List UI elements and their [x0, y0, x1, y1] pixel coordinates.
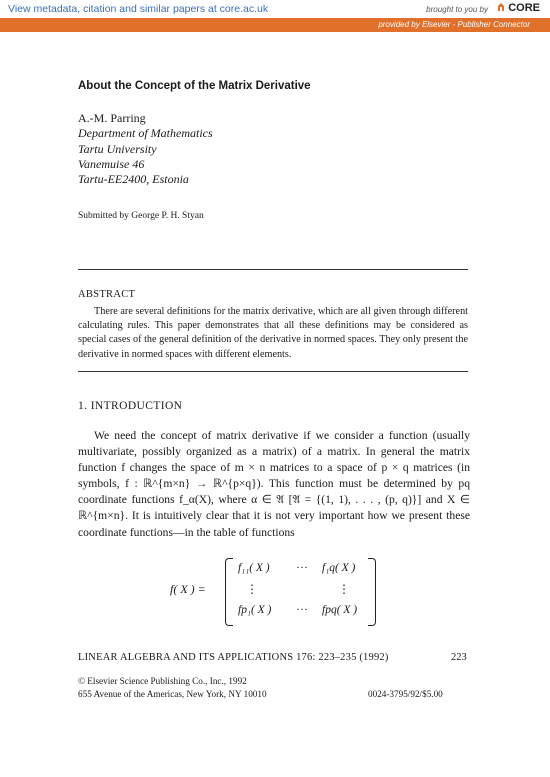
- matrix-dots: ···: [296, 602, 308, 616]
- matrix-dots: ⋮: [246, 582, 258, 596]
- brought-by-text: brought to you by: [426, 5, 488, 14]
- submitted-by: Submitted by George P. H. Styan: [78, 211, 204, 221]
- affiliation-line: Vanemuise 46: [78, 157, 145, 171]
- matrix-dots: ⋮: [338, 582, 350, 596]
- affiliation-line: Tartu University: [78, 142, 157, 156]
- publisher-address: 655 Avenue of the Americas, New York, NY 10010: [78, 689, 267, 699]
- author-name: A.-M. Parring: [78, 111, 146, 125]
- core-banner: [0, 0, 550, 18]
- journal-line: LINEAR ALGEBRA AND ITS APPLICATIONS 176: 223–235 (1992): [78, 652, 389, 663]
- copyright: © Elsevier Science Publishing Co., Inc., 1992: [78, 676, 247, 686]
- affiliation-line: Tartu-EE2400, Estonia: [78, 172, 189, 186]
- matrix-cell: fpq( X ): [322, 604, 358, 616]
- equation-lhs: f( X ) =: [170, 582, 206, 596]
- core-logo[interactable]: [496, 1, 540, 14]
- matrix-cell: f₁₁( X ): [238, 562, 270, 574]
- divider: [78, 269, 468, 270]
- metadata-link[interactable]: View metadata, citation and similar papers at core.ac.uk: [8, 3, 269, 15]
- core-label: CORE: [508, 2, 540, 14]
- core-icon: [496, 1, 506, 12]
- left-bracket: [225, 558, 233, 626]
- matrix-dots: ···: [296, 560, 308, 574]
- intro-paragraph: We need the concept of matrix derivative if we consider a function (usually multivariate, possibly organized as a matrix) of a matrix. In general the matrix function f changes the space of m × n matrices to a space of p × q matrices (in symbols, f : ℝ^{m×n} → ℝ^{p×q}). This function must be determined by pq coordinate functions f_α(X), where α ∈ 𝔄 [𝔄 = {(1, 1), . . . , (p, q)}] and X ∈ ℝ^{m×n}. It is intuitively clear that it is not very important how we present these coordinate functions—in the table of functions: [78, 429, 470, 539]
- matrix-equation: [170, 552, 390, 630]
- matrix-cell: f₁q( X ): [322, 562, 356, 574]
- right-bracket: [368, 558, 376, 626]
- article-code: 0024-3795/92/$5.00: [368, 689, 443, 699]
- page-number: 223: [451, 652, 467, 663]
- provided-by-link[interactable]: provided by Elsevier - Publisher Connector: [378, 20, 530, 29]
- abstract-heading: ABSTRACT: [78, 289, 136, 300]
- affiliation-line: Department of Mathematics: [78, 126, 213, 140]
- divider: [78, 371, 468, 372]
- abstract-text: There are several definitions for the matrix derivative, which are all given through different calculating rules. This paper demonstrates that all these definitions may be considered as special cases of the general definition of the derivative in normed spaces. They only present the derivative in normed spaces with different elements.: [78, 306, 468, 360]
- matrix-cell: fp₁( X ): [238, 604, 272, 616]
- section-heading: 1. INTRODUCTION: [78, 400, 183, 412]
- paper-title: About the Concept of the Matrix Derivative: [78, 80, 311, 92]
